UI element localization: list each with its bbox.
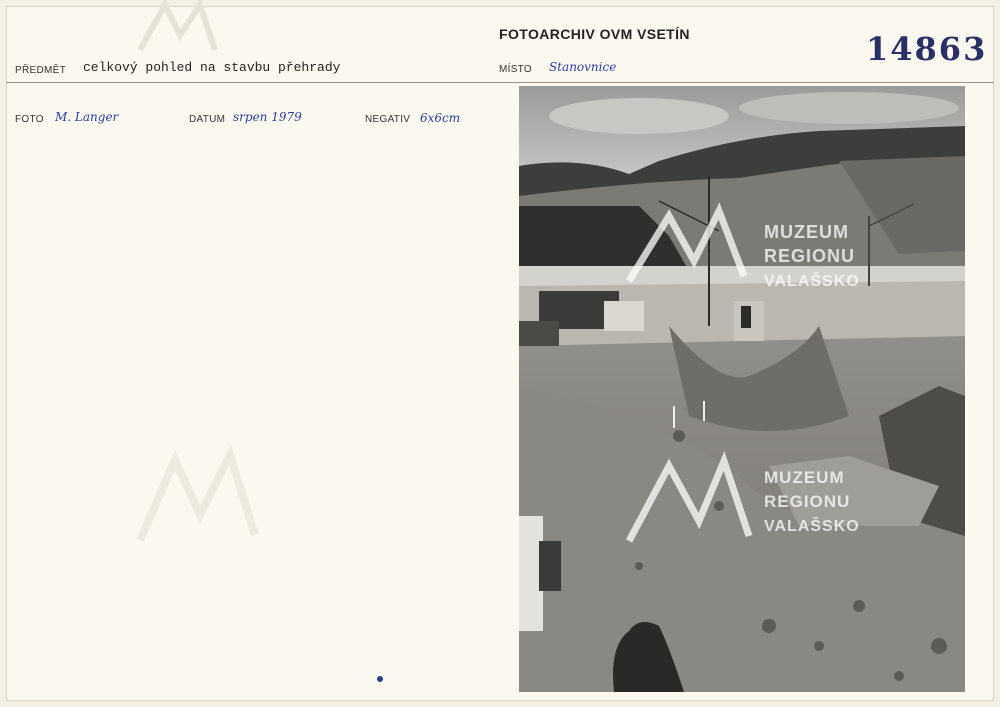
paper-watermark-bottom [130, 440, 450, 550]
svg-text:REGIONU: REGIONU [764, 492, 851, 511]
misto-label: MÍSTO [499, 64, 532, 75]
negativ-value: 6x6cm [420, 111, 461, 125]
header-divider [6, 82, 994, 83]
svg-text:REGIONU: REGIONU [764, 246, 856, 266]
paper-watermark-top [120, 0, 420, 60]
card-number: 14863 [866, 30, 988, 68]
datum-label: DATUM [189, 114, 226, 125]
foto-value: M. Langer [55, 110, 119, 124]
foto-label: FOTO [15, 114, 44, 125]
ink-dot [377, 676, 383, 682]
misto-value: Stanovnice [549, 60, 617, 74]
negativ-label: NEGATIV [365, 114, 411, 125]
datum-value: srpen 1979 [233, 110, 302, 124]
dam-construction-scene [519, 86, 965, 692]
svg-text:MUZEUM: MUZEUM [764, 222, 849, 242]
svg-text:VALAŠSKO: VALAŠSKO [764, 273, 860, 290]
archive-title: FOTOARCHIV OVM VSETÍN [499, 26, 690, 42]
predmet-value: celkový pohled na stavbu přehrady [83, 60, 341, 75]
predmet-label: PŘEDMĚT [15, 65, 66, 76]
construction-photo [519, 86, 965, 692]
svg-text:MUZEUM: MUZEUM [764, 468, 845, 487]
svg-text:VALAŠSKO: VALAŠSKO [764, 518, 860, 535]
